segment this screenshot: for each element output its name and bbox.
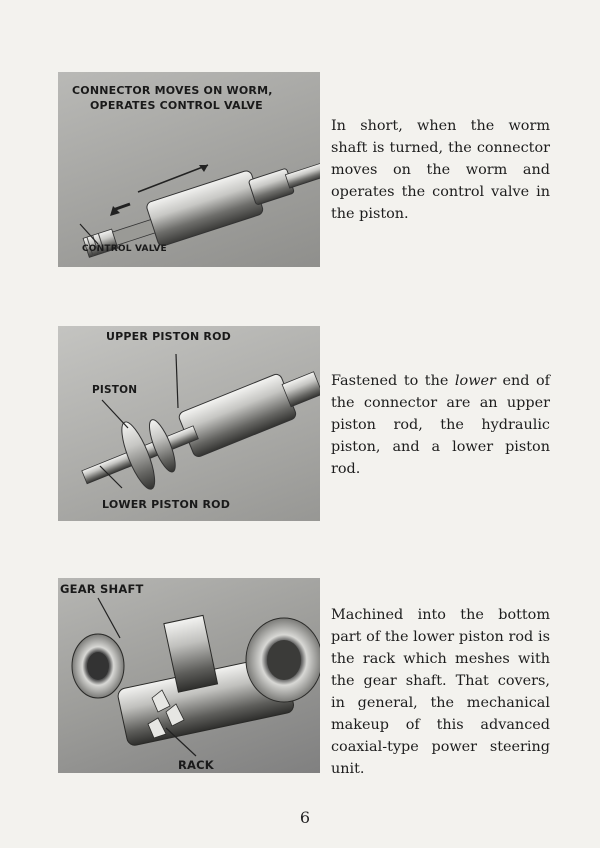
piston-illustration [58, 326, 320, 516]
label-control-valve: CONTROL VALVE [82, 244, 167, 254]
label-piston: PISTON [92, 384, 138, 396]
figure-piston-photo [58, 326, 320, 521]
paragraph-piston [331, 370, 550, 480]
figure-connector-photo [58, 72, 320, 267]
gear-illustration [58, 578, 320, 773]
label-lower-piston-rod: LOWER PISTON ROD [102, 498, 231, 511]
paragraph-piston-emphasis: lower [454, 373, 496, 389]
paragraph-piston-after: end of the connector are an upper piston rod, the hydraulic piston, and a lower piston rod. [331, 373, 550, 477]
paragraph-connector: In short, when the worm shaft is turned, the connector moves on the worm and operates the control valve in the piston. [331, 118, 550, 222]
paragraph-piston-before: Fastened to the [331, 373, 455, 389]
figure-gear-photo [58, 578, 320, 773]
caption-connector-line1: CONNECTOR MOVES ON WORM, [72, 84, 273, 97]
label-upper-piston-rod: UPPER PISTON ROD [106, 330, 231, 343]
label-rack: RACK [178, 758, 214, 772]
caption-connector-line2: OPERATES CONTROL VALVE [90, 99, 263, 112]
paragraph-gear: Machined into the bottom part of the lower piston rod is the rack which meshes with the gear shaft. That covers, in general, the mechanical makeup of this advanced coaxial-type power steering unit. [331, 607, 550, 777]
page-number: 6 [299, 808, 311, 827]
label-gear-shaft: GEAR SHAFT [60, 582, 144, 596]
